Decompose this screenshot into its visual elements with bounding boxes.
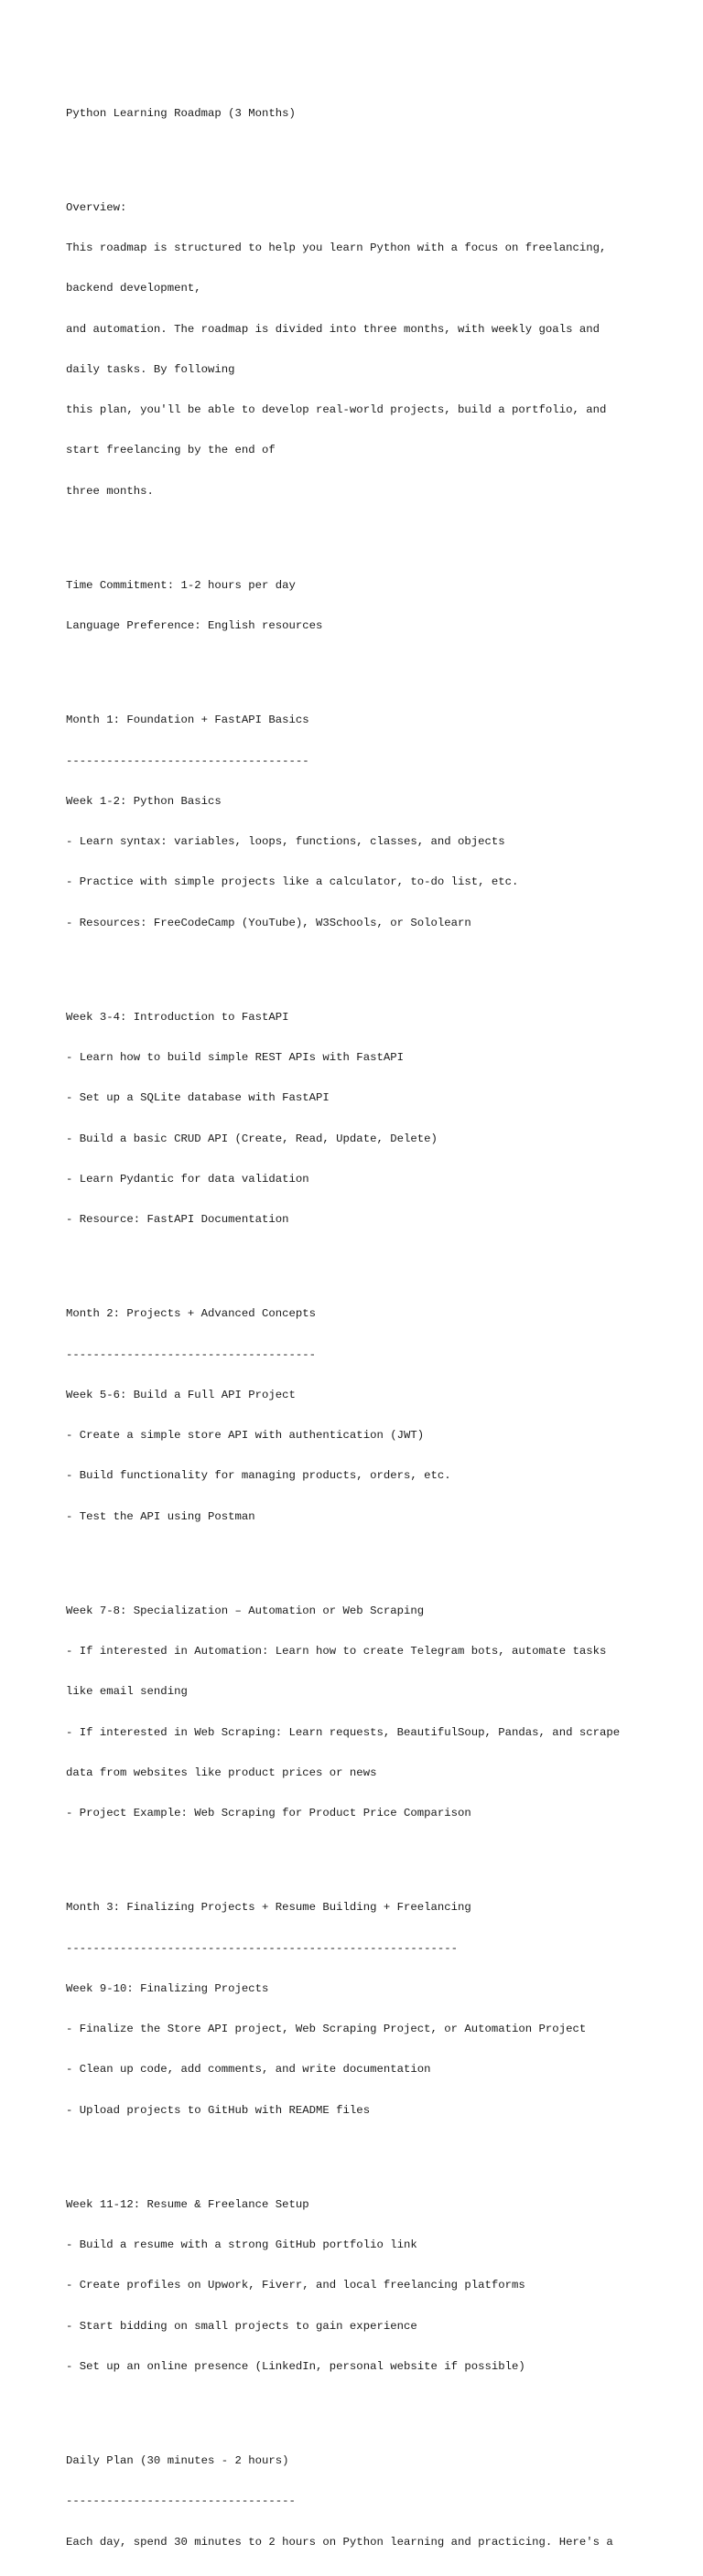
week1112-heading: Week 11-12: Resume & Freelance Setup [66,2197,309,2211]
daily-plan-line: Each day, spend 30 minutes to 2 hours on Python learning and practicing. Here's a [66,2535,613,2549]
week910-heading: Week 9-10: Finalizing Projects [66,1981,269,1995]
list-item: - Set up a SQLite database with FastAPI [66,1091,330,1105]
list-item: - Learn syntax: variables, loops, functions, classes, and objects [66,835,505,848]
overview-heading: Overview: [66,200,127,214]
list-item: - Learn Pydantic for data validation [66,1172,309,1186]
time-commitment: Time Commitment: 1-2 hours per day [66,578,296,592]
month2-heading: Month 2: Projects + Advanced Concepts [66,1307,317,1321]
list-item: - Finalize the Store API project, Web Scraping Project, or Automation Project [66,2023,587,2035]
blank-line [66,957,688,971]
list-item: - Upload projects to GitHub with README files [66,2103,371,2117]
list-item: - Build a basic CRUD API (Create, Read, Update, Delete) [66,1132,438,1145]
document-body [66,80,688,2576]
blank-line [66,1551,688,1564]
overview-line: This roadmap is structured to help you learn Python with a focus on freelancing, [66,242,607,254]
week56-heading: Week 5-6: Build a Full API Project [66,1388,296,1401]
blank-line [66,147,688,161]
blank-line [66,525,688,539]
month3-rule: ---------------------------------------------------------- [66,1941,459,1955]
list-item: - Build functionality for managing products, orders, etc. [66,1469,451,1483]
list-item: - Set up an online presence (LinkedIn, personal website if possible) [66,2359,525,2373]
list-item: - Create a simple store API with authentication (JWT) [66,1429,425,1442]
overview-line: backend development, [66,282,201,295]
blank-line [66,2144,688,2158]
daily-plan-rule: ---------------------------------- [66,2495,296,2508]
list-item: - Start bidding on small projects to gain experience [66,2319,417,2333]
list-item: - If interested in Automation: Learn how to create Telegram bots, automate tasks [66,1645,607,1658]
month2-rule: ------------------------------------- [66,1347,317,1361]
overview-line: daily tasks. By following [66,362,235,376]
blank-line [66,2400,688,2414]
list-item: - Practice with simple projects like a calculator, to-do list, etc. [66,875,519,889]
language-preference: Language Preference: English resources [66,619,323,632]
overview-line: and automation. The roadmap is divided into three months, with weekly goals and [66,322,600,336]
blank-line [66,660,688,673]
list-item: - Resources: FreeCodeCamp (YouTube), W3Schools, or Sololearn [66,916,471,929]
document-title: Python Learning Roadmap (3 Months) [66,106,296,120]
list-item: - Clean up code, add comments, and write documentation [66,2063,431,2077]
blank-line [66,1847,688,1861]
week12-heading: Week 1-2: Python Basics [66,794,222,808]
overview-line: start freelancing by the end of [66,444,276,457]
week34-heading: Week 3-4: Introduction to FastAPI [66,1010,289,1024]
list-item: - If interested in Web Scraping: Learn requests, BeautifulSoup, Pandas, and scrape [66,1725,621,1739]
list-item: - Learn how to build simple REST APIs with FastAPI [66,1051,404,1064]
list-item: - Create profiles on Upwork, Fiverr, and local freelancing platforms [66,2279,525,2292]
month1-heading: Month 1: Foundation + FastAPI Basics [66,714,309,727]
month1-rule: ------------------------------------ [66,754,309,767]
overview-line: this plan, you'll be able to develop real-world projects, build a portfolio, and [66,403,607,416]
overview-line: three months. [66,484,154,498]
blank-line [66,1253,688,1267]
list-item-continuation: data from websites like product prices or news [66,1766,377,1779]
list-item: - Build a resume with a strong GitHub portfolio link [66,2238,417,2251]
list-item: - Test the API using Postman [66,1509,255,1523]
list-item-continuation: like email sending [66,1685,188,1699]
list-item: - Project Example: Web Scraping for Product Price Comparison [66,1807,471,1819]
week78-heading: Week 7-8: Specialization – Automation or Web Scraping [66,1604,425,1617]
list-item: - Resource: FastAPI Documentation [66,1213,289,1226]
month3-heading: Month 3: Finalizing Projects + Resume Building + Freelancing [66,1901,471,1915]
daily-plan-heading: Daily Plan (30 minutes - 2 hours) [66,2454,289,2467]
